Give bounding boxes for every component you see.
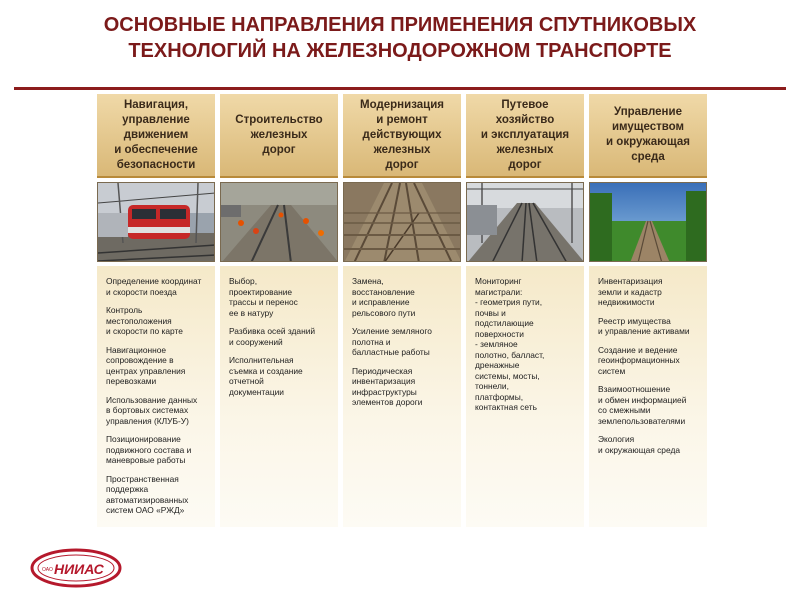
column-modernization (343, 94, 461, 527)
logo-text: НИИАС (54, 561, 104, 577)
column-body (220, 266, 338, 527)
list-item: Выбор, проектирование трассы и перенос ее в натуру (229, 276, 298, 318)
column-navigation (97, 94, 215, 527)
railway-line-photo (466, 182, 584, 262)
list-item: Создание и ведение геоинформационных систем (598, 344, 680, 376)
list-item: Инвентаризация земли и кадастр недвижимости (598, 276, 663, 307)
column-construction (220, 94, 338, 527)
title-line-1: ОСНОВНЫЕ НАПРАВЛЕНИЯ ПРИМЕНЕНИЯ СПУТНИКОВЫХ (103, 14, 697, 36)
title-line-2: ТЕХНОЛОГИЙ НА ЖЕЛЕЗНОДОРОЖНОМ ТРАНСПОРТЕ (128, 40, 672, 62)
column-track-maintenance (466, 94, 584, 527)
list-item: Навигационное сопровождение в центрах управления перевозками (106, 344, 186, 386)
list-item: Усиление земляного полотна и балластные работы (352, 326, 432, 357)
column-heading: Навигация, управление движением и обеспечение безопасности (97, 94, 215, 178)
green-landscape-photo (589, 182, 707, 262)
column-heading: Управление имуществом и окружающая среда (589, 94, 707, 178)
passenger-train-photo (97, 182, 215, 262)
list-item: Пространственная поддержка автоматизированных систем ОАО «РЖД» (106, 473, 189, 515)
column-heading: Строительство железных дорог (220, 94, 338, 178)
list-item: Периодическая инвентаризация инфраструктуры элементов дороги (352, 365, 423, 407)
list-item: Мониторинг магистрали: - геометрия пути, почвы и подстилающие поверхности - земляное полотно, балласт, дренажные системы, мосты, тоннели, платформы, контактная сеть (475, 276, 545, 412)
title-divider (14, 87, 786, 90)
list-item: Позиционирование подвижного состава и маневровые работы (106, 434, 192, 465)
column-heading: Путевое хозяйство и эксплуатация железных дорог (466, 94, 584, 178)
rail-switch-photo (343, 182, 461, 262)
column-body (589, 266, 707, 527)
list-item: Реестр имущества и управление активами (598, 315, 690, 336)
niias-logo (28, 546, 124, 595)
logo-prefix: ОАО (42, 567, 53, 573)
column-body (97, 266, 215, 527)
list-item: Взаимоотношение и обмен информацией со смежными землепользователями (598, 384, 687, 426)
list-item: Определение координат и скорости поезда (106, 276, 202, 297)
list-item: Использование данных в бортовых системах управления (КЛУБ-У) (106, 394, 198, 426)
column-property-management (589, 94, 707, 527)
list-item: Разбивка осей зданий и сооружений (229, 326, 316, 347)
column-heading: Модернизация и ремонт действующих железных дорог (343, 94, 461, 178)
list-item: Исполнительная съемка и создание отчетной документации (229, 355, 303, 397)
list-item: Контроль местоположения и скорости по карте (106, 305, 183, 336)
column-body (343, 266, 461, 527)
track-construction-photo (220, 182, 338, 262)
column-body (466, 266, 584, 527)
page-title (0, 12, 800, 64)
list-item: Замена, восстановление и исправление рельсового пути (352, 276, 416, 318)
list-item: Экология и окружающая среда (598, 434, 680, 455)
